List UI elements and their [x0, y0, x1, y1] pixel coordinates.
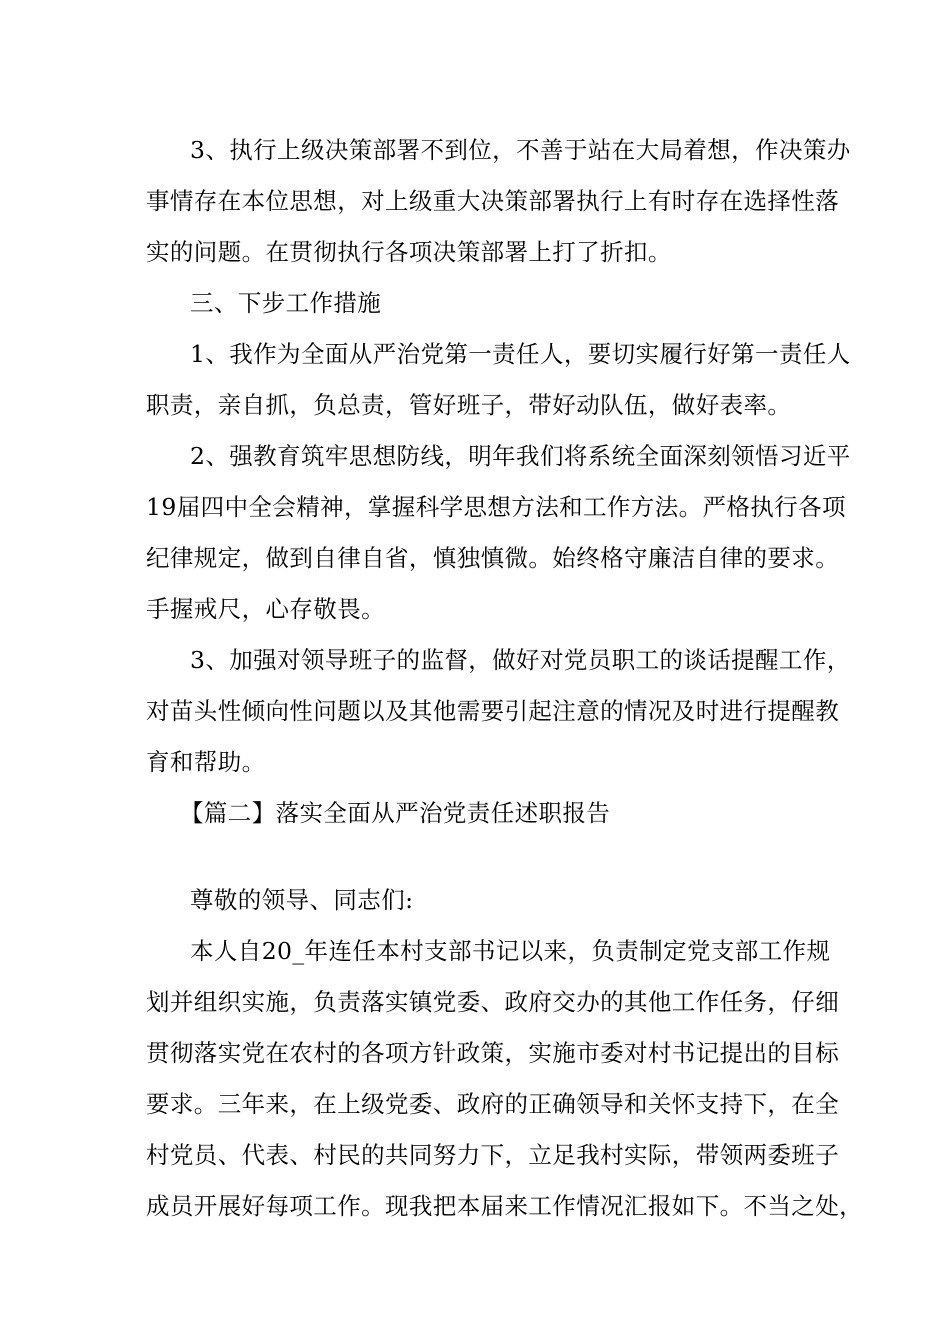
paragraph-line: 村党员、代表、村民的共同努力下，立足我村实际，带领两委班子 — [146, 1141, 840, 1169]
paragraph-line: 3、执行上级决策部署不到位，不善于站在大局着想，作决策办 — [190, 136, 851, 164]
salutation: 尊敬的领导、同志们: — [190, 886, 414, 914]
paragraph-line: 职责，亲自抓，负总责，管好班子，带好动队伍，做好表率。 — [146, 391, 792, 419]
paragraph-line: 对苗头性倾向性问题以及其他需要引起注意的情况及时进行提醒教 — [146, 697, 840, 725]
article-title: 【篇二】落实全面从严治党责任述职报告 — [180, 799, 611, 827]
section-heading: 三、下步工作措施 — [190, 289, 382, 317]
paragraph-line: 贯彻落实党在农村的各项方针政策，实施市委对村书记提出的目标 — [146, 1039, 840, 1067]
paragraph-line: 实的问题。在贯彻执行各项决策部署上打了折扣。 — [146, 238, 672, 266]
paragraph-line: 2、强教育筑牢思想防线，明年我们将系统全面深刻领悟习近平 — [190, 442, 851, 470]
paragraph-line: 要求。三年来，在上级党委、政府的正确领导和关怀支持下，在全 — [146, 1090, 840, 1118]
paragraph-line: 19届四中全会精神，掌握科学思想方法和工作方法。严格执行各项 — [146, 493, 846, 521]
paragraph-line: 划并组织实施，负责落实镇党委、政府交办的其他工作任务，仔细 — [146, 988, 840, 1016]
paragraph-line: 1、我作为全面从严治党第一责任人，要切实履行好第一责任人 — [190, 340, 851, 368]
paragraph-line: 成员开展好每项工作。现我把本届来工作情况汇报如下。不当之处， — [146, 1192, 863, 1220]
paragraph-line: 手握戒尺，心存敬畏。 — [146, 595, 385, 623]
paragraph-line: 事情存在本位思想，对上级重大决策部署执行上有时存在选择性落 — [146, 187, 840, 215]
paragraph-line: 本人自20_年连任本村支部书记以来，负责制定党支部工作规 — [190, 937, 831, 965]
paragraph-line: 育和帮助。 — [146, 748, 266, 776]
paragraph-line: 纪律规定，做到自律自省，慎独慎微。始终格守廉洁自律的要求。 — [146, 544, 840, 572]
paragraph-line: 3、加强对领导班子的监督，做好对党员职工的谈话提醒工作， — [190, 646, 851, 674]
